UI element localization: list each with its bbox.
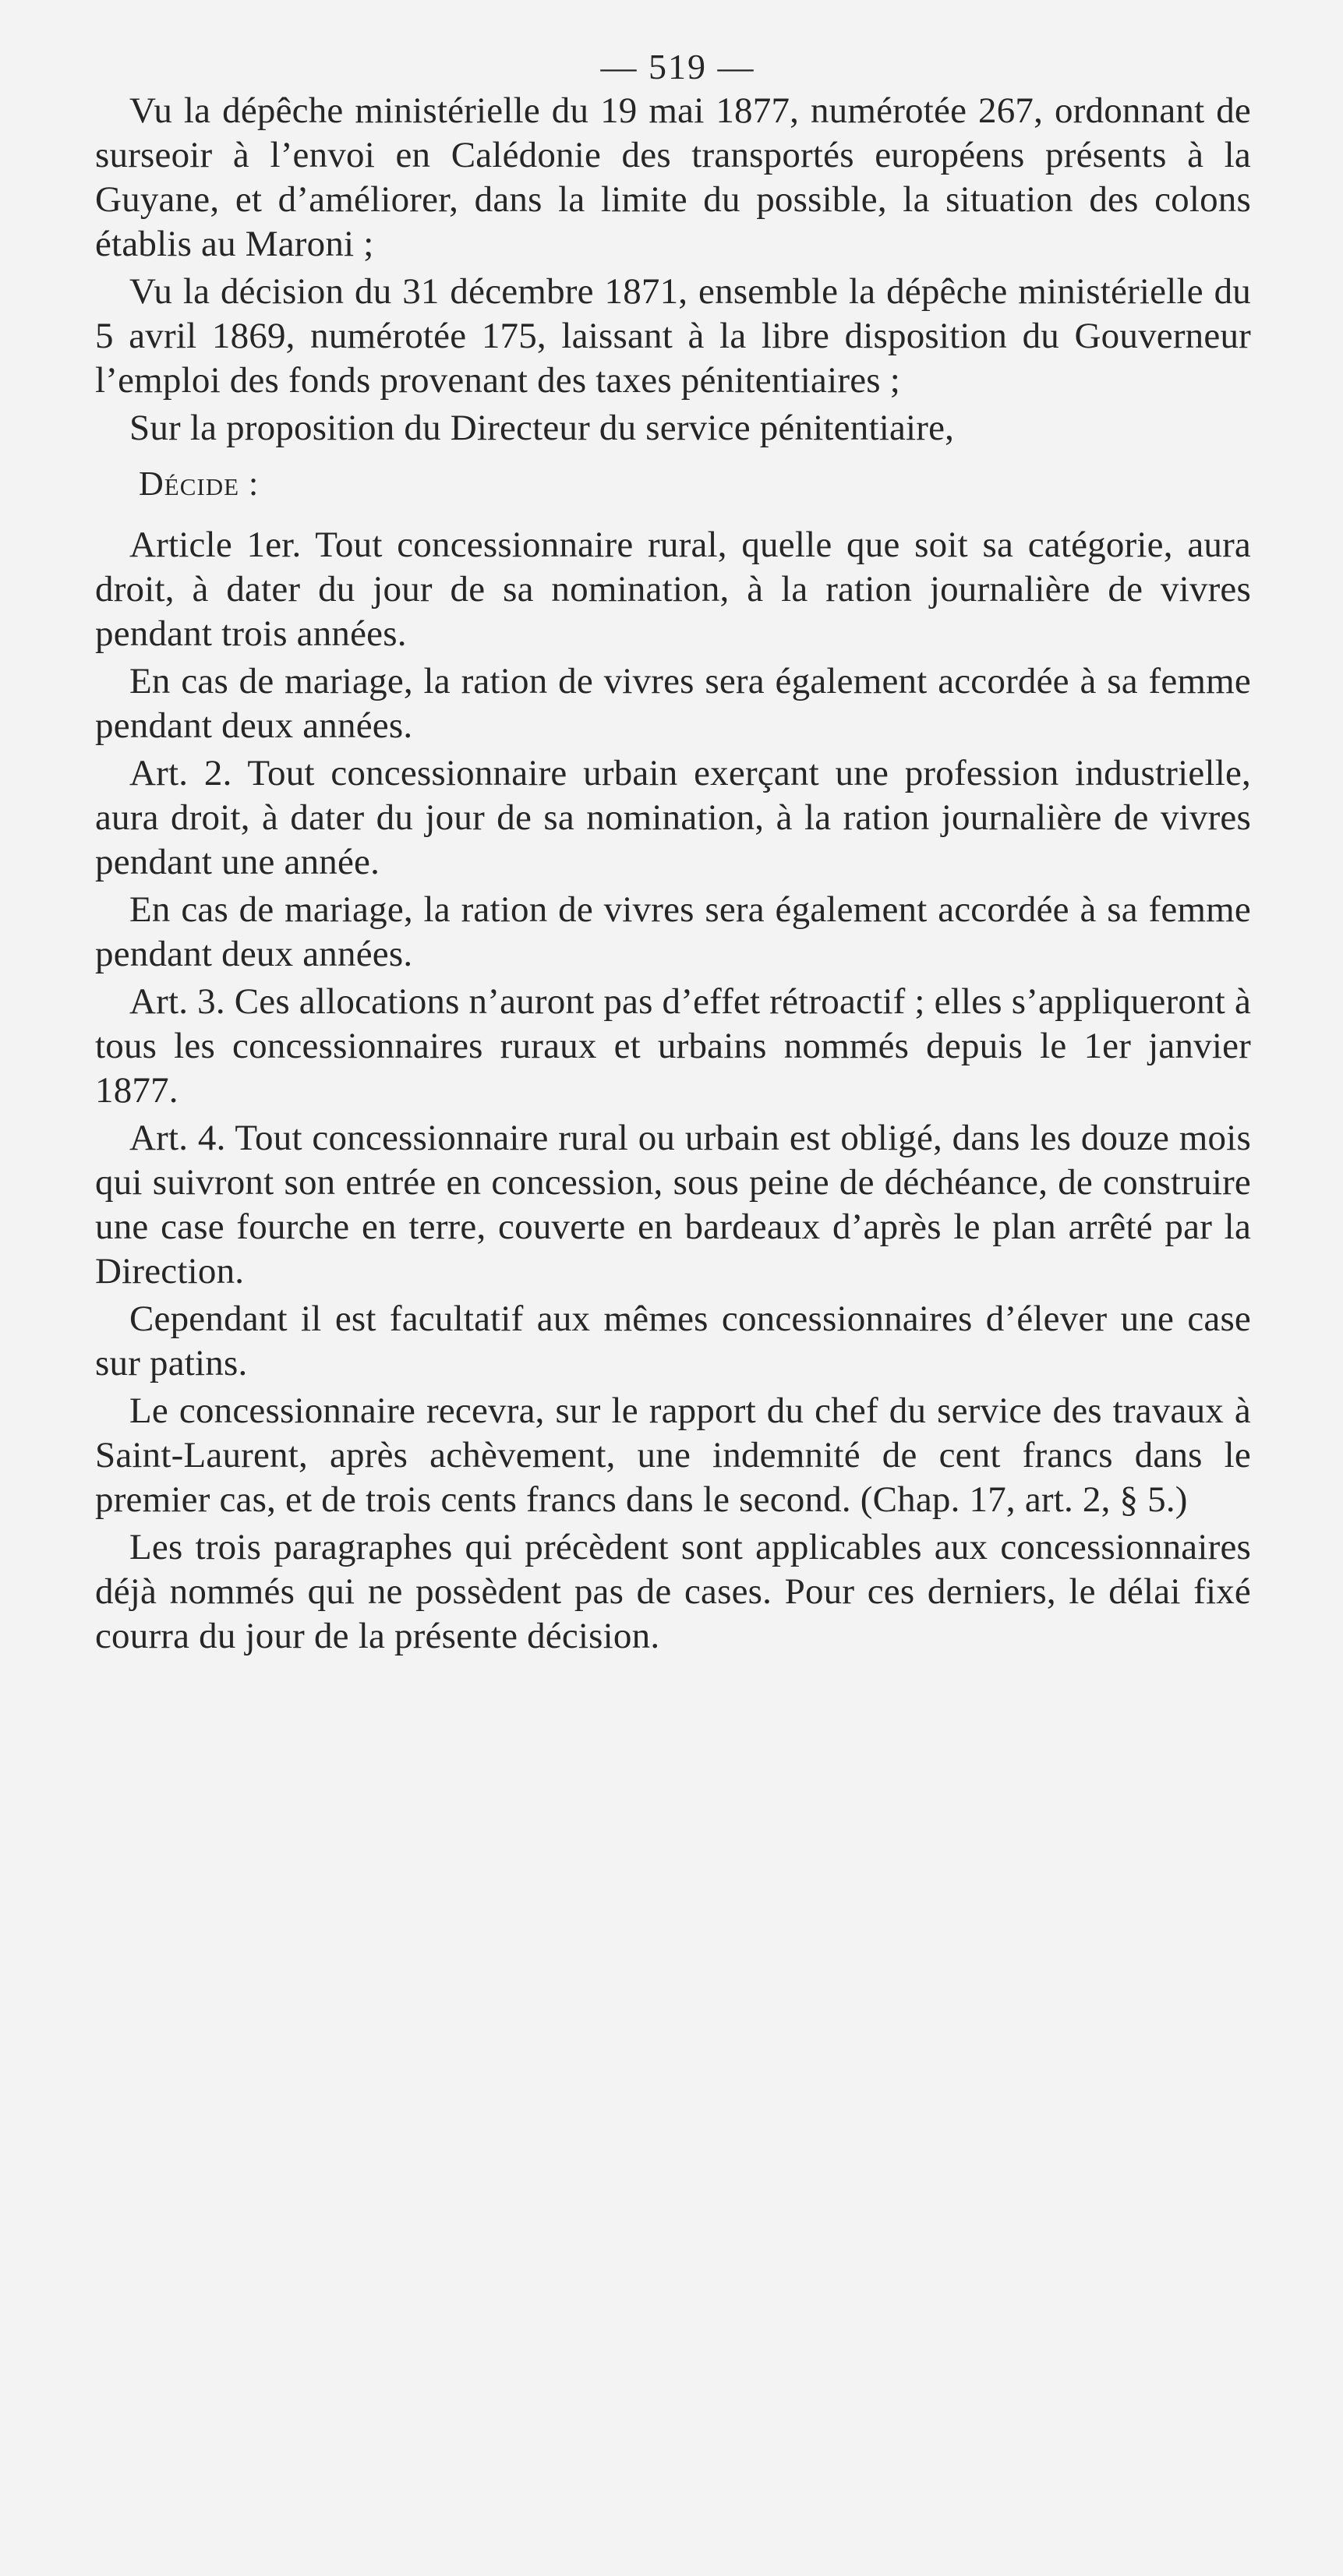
article-1: Article 1er. Tout concessionnaire rural, quelle que soit sa catégorie, aura droit, à dater du jour de sa nomination, à la ration journalière de vivres pendant trois années. xyxy=(95,525,1251,654)
article-4-patins: Cependant il est facultatif aux mêmes concessionnaires d’élever une case sur patins. xyxy=(95,1299,1251,1383)
article-3: Art. 3. Ces allocations n’auront pas d’effet rétroactif ; elles s’appliqueront à tous les concessionnaires ruraux et urbains nommés depuis le 1er janvier 1877. xyxy=(95,981,1252,1111)
paragraph-proposition: Sur la proposition du Directeur du service pénitentiaire, xyxy=(129,408,955,448)
paragraph-decision-1871: Vu la décision du 31 décembre 1871, ensemble la dépêche ministérielle du 5 avril 1869, numérotée 175, laissant à la libre disposition du Gouverneur l’emploi des fonds provenant des taxes pénitentiaires ; xyxy=(95,271,1251,401)
article-1-marriage: En cas de mariage, la ration de vivres sera également accordée à sa femme pendant deux années. xyxy=(95,661,1251,746)
page-number: — 519 — xyxy=(600,47,755,87)
decide-heading xyxy=(139,461,1251,506)
paragraph-depeche-1877: Vu la dépêche ministérielle du 19 mai 1877, numérotée 267, ordonnant de surseoir à l’envoi en Calédonie des transportés européens présents à la Guyane, et d’améliorer, dans la limite du possible, la situation des colons établis au Maroni ; xyxy=(95,90,1251,264)
article-2-marriage: En cas de mariage, la ration de vivres sera également accordée à sa femme pendant deux années. xyxy=(95,889,1251,974)
article-4-indemnite: Le concessionnaire recevra, sur le rapport du chef du service des travaux à Saint-Laurent, après achèvement, une indemnité de cent francs dans le premier cas, et de trois cents francs dans le second. (Chap. 17, art. 2, § 5.) xyxy=(95,1390,1251,1520)
decide-heading-text: Décide : xyxy=(139,465,260,503)
article-4-applicable: Les trois paragraphes qui précèdent sont applicables aux concessionnaires déjà nommés qui ne possèdent pas de cases. Pour ces derniers, le délai fixé courra du jour de la présente décision. xyxy=(95,1527,1251,1656)
article-2: Art. 2. Tout concessionnaire urbain exerçant une profession industrielle, aura droit, à dater du jour de sa nomination, à la ration journalière de vivres pendant une année. xyxy=(95,753,1251,882)
article-4: Art. 4. Tout concessionnaire rural ou urbain est obligé, dans les douze mois qui suivront son entrée en concession, sous peine de déchéance, de construire une case fourche en terre, couverte en bardeaux d’après le plan arrêté par la Direction. xyxy=(95,1118,1251,1292)
